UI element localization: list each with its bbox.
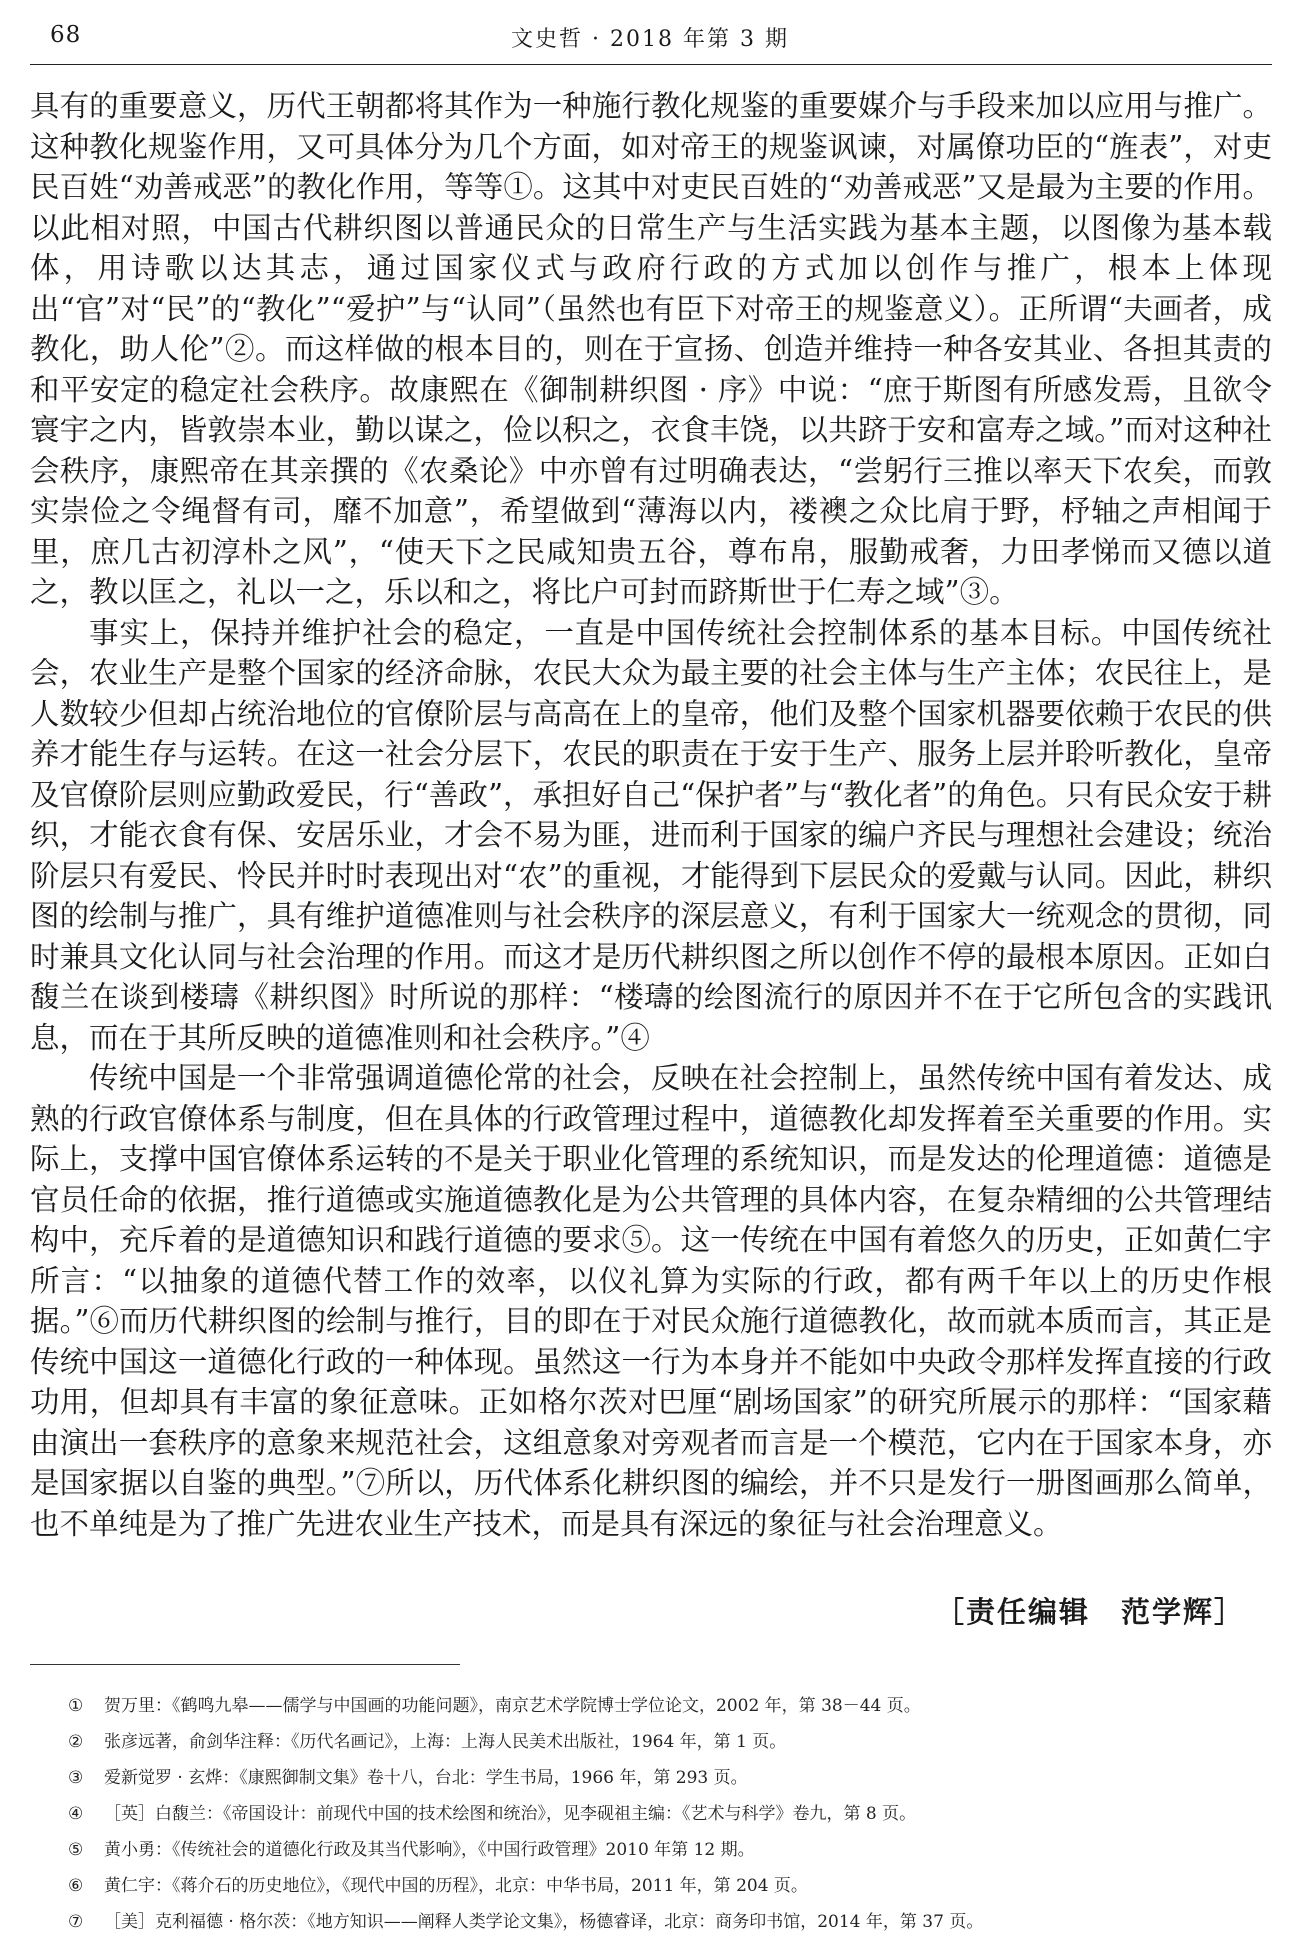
footnote-text: 张彦远著，俞剑华注释：《历代名画记》，上海：上海人民美术出版社，1964 年，第 1 页。	[104, 1732, 787, 1752]
header-rule	[30, 64, 1272, 65]
footnote-mark: ③	[68, 1768, 84, 1788]
footnote-mark: ⑥	[68, 1876, 84, 1896]
page-number: 68	[50, 22, 82, 48]
footnotes	[68, 1688, 1258, 1940]
footnote	[68, 1688, 1258, 1724]
running-header	[30, 22, 1270, 66]
paragraph-3: 传统中国是一个非常强调道德伦常的社会，反映在社会控制上，虽然传统中国有着发达、成熟的行政官僚体系与制度，但在具体的行政管理过程中，道德教化却发挥着至关重要的作用。实际上，支撑中国官僚体系运转的不是关于职业化管理的系统知识，而是发达的伦理道德：道德是官员任命的依据，推行道德或实施道德教化是为公共管理的具体内容，在复杂精细的公共管理结构中，充斥着的是道德知识和践行道德的要求⑤。这一传统在中国有着悠久的历史，正如黄仁宇所言：“以抽象的道德代替工作的效率，以仪礼算为实际的行政，都有两千年以上的历史作根据。”⑥而历代耕织图的绘制与推行，目的即在于对民众施行道德教化，故而就本质而言，其正是传统中国这一道德化行政的一种体现。虽然这一行为本身并不能如中央政令那样发挥直接的行政功用，但却具有丰富的象征意味。正如格尔茨对巴厘“剧场国家”的研究所展示的那样：“国家藉由演出一套秩序的意象来规范社会，这组意象对旁观者而言是一个模范，它内在于国家本身，亦是国家据以自鉴的典型。”⑦所以，历代体系化耕织图的编绘，并不只是发行一册图画那么简单，也不单纯是为了推广先进农业生产技术，而是具有深远的象征与社会治理意义。	[30, 1061, 1272, 1541]
footnote	[68, 1796, 1258, 1832]
footnote-text: ［英］白馥兰：《帝国设计：前现代中国的技术绘图和统治》，见李砚祖主编：《艺术与科学》卷九，第 8 页。	[104, 1804, 917, 1824]
paragraph-2: 事实上，保持并维护社会的稳定，一直是中国传统社会控制体系的基本目标。中国传统社会，农业生产是整个国家的经济命脉，农民大众为最主要的社会主体与生产主体；农民往上，是人数较少但却占统治地位的官僚阶层与高高在上的皇帝，他们及整个国家机器要依赖于农民的供养才能生存与运转。在这一社会分层下，农民的职责在于安于生产、服务上层并聆听教化，皇帝及官僚阶层则应勤政爱民，行“善政”，承担好自己“保护者”与“教化者”的角色。只有民众安于耕织，才能衣食有保、安居乐业，才会不易为匪，进而利于国家的编户齐民与理想社会建设；统治阶层只有爱民、怜民并时时表现出对“农”的重视，才能得到下层民众的爱戴与认同。因此，耕织图的绘制与推广，具有维护道德准则与社会秩序的深层意义，有利于国家大一统观念的贯彻，同时兼具文化认同与社会治理的作用。而这才是历代耕织图之所以创作不停的最根本原因。正如白馥兰在谈到楼璹《耕织图》时所说的那样：“楼璹的绘图流行的原因并不在于它所包含的实践讯息，而在于其所反映的道德准则和社会秩序。”④	[30, 615, 1272, 1055]
paragraph-1: 具有的重要意义，历代王朝都将其作为一种施行教化规鉴的重要媒介与手段来加以应用与推广。这种教化规鉴作用，又可具体分为几个方面，如对帝王的规鉴讽谏，对属僚功臣的“旌表”，对吏民百姓“劝善戒恶”的教化作用，等等①。这其中对吏民百姓的“劝善戒恶”又是最为主要的作用。以此相对照，中国古代耕织图以普通民众的日常生产与生活实践为基本主题，以图像为基本载体，用诗歌以达其志，通过国家仪式与政府行政的方式加以创作与推广，根本上体现出“官”对“民”的“教化”“爱护”与“认同”（虽然也有臣下对帝王的规鉴意义）。正所谓“夫画者，成教化，助人伦”②。而这样做的根本目的，则在于宣扬、创造并维持一种各安其业、各担其责的和平安定的稳定社会秩序。故康熙在《御制耕织图 · 序》中说：“庶于斯图有所感发焉，且欲令寰宇之内，皆敦崇本业，勤以谋之，俭以积之，衣食丰饶，以共跻于安和富寿之域。”而对这种社会秩序，康熙帝在其亲撰的《农桑论》中亦曾有过明确表达，“尝躬行三推以率天下农矣，而敦实崇俭之令绳督有司，靡不加意”，希望做到“薄海以内，褛襖之众比肩于野，杼轴之声相闻于里，庶几古初淳朴之风”，“使天下之民咸知贵五谷，尊布帛，服勤戒奢，力田孝悌而又德以道之，教以匡之，礼以一之，乐以和之，将比户可封而跻斯世于仁寿之域”③。	[30, 89, 1272, 609]
journal-title: 文史哲 · 2018 年第 3 期	[511, 27, 789, 52]
article-body	[30, 86, 1272, 1544]
footnote-mark: ①	[68, 1696, 84, 1716]
footnote-text: 贺万里：《鹤鸣九皋——儒学与中国画的功能问题》，南京艺术学院博士学位论文，2002 年，第 38－44 页。	[104, 1696, 921, 1716]
footnote-mark: ②	[68, 1732, 84, 1752]
footnote-mark: ⑦	[68, 1912, 84, 1932]
footnote-text: 黄仁宇：《蒋介石的历史地位》，《现代中国的历程》，北京：中华书局，2011 年，第 204 页。	[104, 1876, 808, 1896]
footnote-mark: ④	[68, 1804, 84, 1824]
footnote	[68, 1868, 1258, 1904]
footnote-text: ［美］克利福德 · 格尔茨：《地方知识——阐释人类学论文集》，杨德睿译，北京：商务印书馆，2014 年，第 37 页。	[104, 1912, 984, 1932]
footnote	[68, 1760, 1258, 1796]
footnote-mark: ⑤	[68, 1840, 84, 1860]
responsible-editor: ［责任编辑 范学辉］	[934, 1595, 1245, 1629]
footnote-rule	[30, 1664, 460, 1665]
footnote-text: 爱新觉罗 · 玄烨：《康熙御制文集》卷十八，台北：学生书局，1966 年，第 293 页。	[104, 1768, 748, 1788]
footnote	[68, 1904, 1258, 1940]
footnote	[68, 1832, 1258, 1868]
footnote	[68, 1724, 1258, 1760]
footnote-text: 黄小勇：《传统社会的道德化行政及其当代影响》，《中国行政管理》2010 年第 12 期。	[104, 1840, 755, 1860]
